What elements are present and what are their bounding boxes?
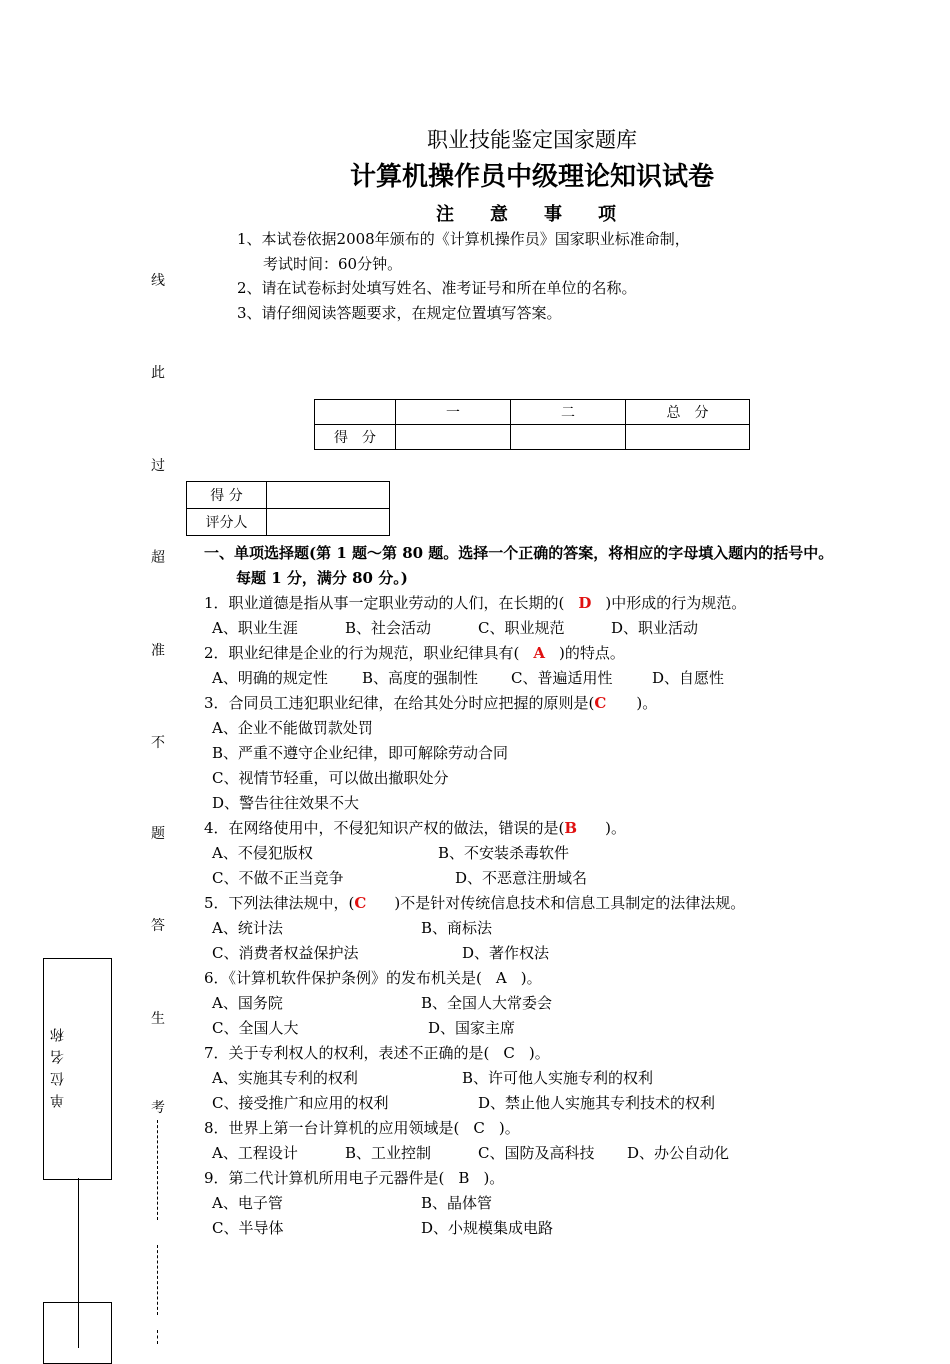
option: C、国防及高科技 <box>478 1144 595 1162</box>
option: D、国家主席 <box>428 1019 516 1037</box>
unit-name-label: 单位名称 <box>50 1020 66 1108</box>
option: B、全国人大常委会 <box>421 994 553 1012</box>
answer: A <box>533 644 546 662</box>
option: D、小规模集成电路 <box>421 1219 554 1237</box>
option: B、晶体管 <box>421 1194 493 1212</box>
margin-char: 题 <box>151 826 165 842</box>
grader-score-cell[interactable] <box>267 482 390 509</box>
option: A、电子管 <box>212 1194 283 1212</box>
score-header-part1: 一 <box>396 400 511 425</box>
note-2: 2、请在试卷标封处填写姓名、准考证号和所在单位的名称。 <box>237 279 637 297</box>
option: A、职业生涯 <box>212 619 298 637</box>
note-1: 1、本试卷依据2008年颁布的《计算机操作员》国家职业标准命制， <box>237 230 690 248</box>
answer: C <box>594 694 607 712</box>
option: A、统计法 <box>212 919 283 937</box>
exam-subtitle: 职业技能鉴定国家题库 <box>427 128 637 152</box>
option: A、实施其专利的权利 <box>212 1069 358 1087</box>
option: B、社会活动 <box>345 619 432 637</box>
answer: C <box>473 1119 485 1137</box>
answer: B <box>564 819 578 837</box>
option: C、普遍适用性 <box>511 669 613 687</box>
option: C、半导体 <box>212 1219 284 1237</box>
margin-char: 超 <box>151 550 165 566</box>
answer: C <box>503 1044 515 1062</box>
question-5: 5．下列法律法规中，(C )不是针对传统信息技术和信息工具制定的法律法规。 <box>204 894 746 912</box>
question-4: 4．在网络使用中，不侵犯知识产权的做法，错误的是(B )。 <box>204 819 626 837</box>
grader-table <box>186 481 390 536</box>
question-3: 3．合同员工违犯职业纪律，在给其处分时应把握的原则是(C )。 <box>204 694 658 712</box>
score-table <box>314 399 750 450</box>
option: B、工业控制 <box>345 1144 432 1162</box>
note-3: 3、请仔细阅读答题要求，在规定位置填写答案。 <box>237 304 562 322</box>
answer: B <box>458 1169 470 1187</box>
margin-char: 生 <box>151 1011 165 1027</box>
option: B、高度的强制性 <box>362 669 479 687</box>
score-cell-part2[interactable] <box>511 425 626 450</box>
question-2: 2．职业纪律是企业的行为规范，职业纪律具有( A )的特点。 <box>204 644 625 662</box>
option: B、商标法 <box>421 919 493 937</box>
score-row-label: 得 分 <box>315 425 396 450</box>
answer: A <box>495 969 507 987</box>
option: C、接受推广和应用的权利 <box>212 1094 389 1112</box>
question-6: 6．《计算机软件保护条例》的发布机关是( A )。 <box>204 969 542 987</box>
option: C、消费者权益保护法 <box>212 944 359 962</box>
score-cell-total[interactable] <box>626 425 750 450</box>
cut-line <box>157 1245 158 1315</box>
score-cell-part1[interactable] <box>396 425 511 450</box>
margin-char: 答 <box>151 918 165 934</box>
option: A、国务院 <box>212 994 283 1012</box>
exam-title: 计算机操作员中级理论知识试卷 <box>349 162 714 192</box>
answer: C <box>354 894 367 912</box>
option: A、工程设计 <box>212 1144 298 1162</box>
option: C、视情节轻重，可以做出撤职处分 <box>212 769 449 787</box>
grader-name-cell[interactable] <box>267 509 390 536</box>
score-header-part2: 二 <box>511 400 626 425</box>
grader-name-label: 评分人 <box>187 509 267 536</box>
margin-char: 准 <box>151 643 165 659</box>
section-heading: 一、单项选择题(第 1 题～第 80 题。选择一个正确的答案，将相应的字母填入题内的括号中。 <box>204 544 834 562</box>
option: B、严重不遵守企业纪律，即可解除劳动合同 <box>212 744 509 762</box>
option: B、不安装杀毒软件 <box>438 844 570 862</box>
option: D、不恶意注册域名 <box>455 869 588 887</box>
cut-line <box>157 1330 158 1344</box>
option: A、不侵犯版权 <box>212 844 313 862</box>
score-header-blank <box>315 400 396 425</box>
option: D、著作权法 <box>462 944 550 962</box>
margin-char: 考 <box>151 1100 165 1116</box>
option: D、职业活动 <box>611 619 699 637</box>
option: C、职业规范 <box>478 619 565 637</box>
question-9: 9．第二代计算机所用电子元器件是( B )。 <box>204 1169 505 1187</box>
question-7: 7．关于专利权人的权利，表述不正确的是( C )。 <box>204 1044 550 1062</box>
option: B、许可他人实施专利的权利 <box>462 1069 654 1087</box>
question-1: 1．职业道德是指从事一定职业劳动的人们，在长期的( D )中形成的行为规范。 <box>204 594 747 612</box>
option: D、自愿性 <box>652 669 725 687</box>
question-8: 8．世界上第一台计算机的应用领域是( C )。 <box>204 1119 520 1137</box>
option: C、不做不正当竞争 <box>212 869 344 887</box>
section-heading-cont: 每题 1 分，满分 80 分。) <box>236 569 408 587</box>
option: A、明确的规定性 <box>212 669 328 687</box>
notes-heading: 注意事项 <box>436 204 652 225</box>
note-1-cont: 考试时间：60分钟。 <box>263 255 403 273</box>
option: A、企业不能做罚款处罚 <box>212 719 373 737</box>
margin-char: 不 <box>151 735 165 751</box>
bottom-box <box>43 1302 112 1364</box>
score-header-total: 总 分 <box>626 400 750 425</box>
cut-line <box>157 1120 158 1220</box>
option: C、全国人大 <box>212 1019 299 1037</box>
option: D、警告往往效果不大 <box>212 794 360 812</box>
margin-char: 线 <box>151 273 165 289</box>
option: D、禁止他人实施其专利技术的权利 <box>478 1094 716 1112</box>
answer: D <box>578 594 592 612</box>
option: D、办公自动化 <box>627 1144 730 1162</box>
margin-char: 此 <box>151 365 165 381</box>
margin-char: 过 <box>151 458 165 474</box>
grader-score-label: 得 分 <box>187 482 267 509</box>
